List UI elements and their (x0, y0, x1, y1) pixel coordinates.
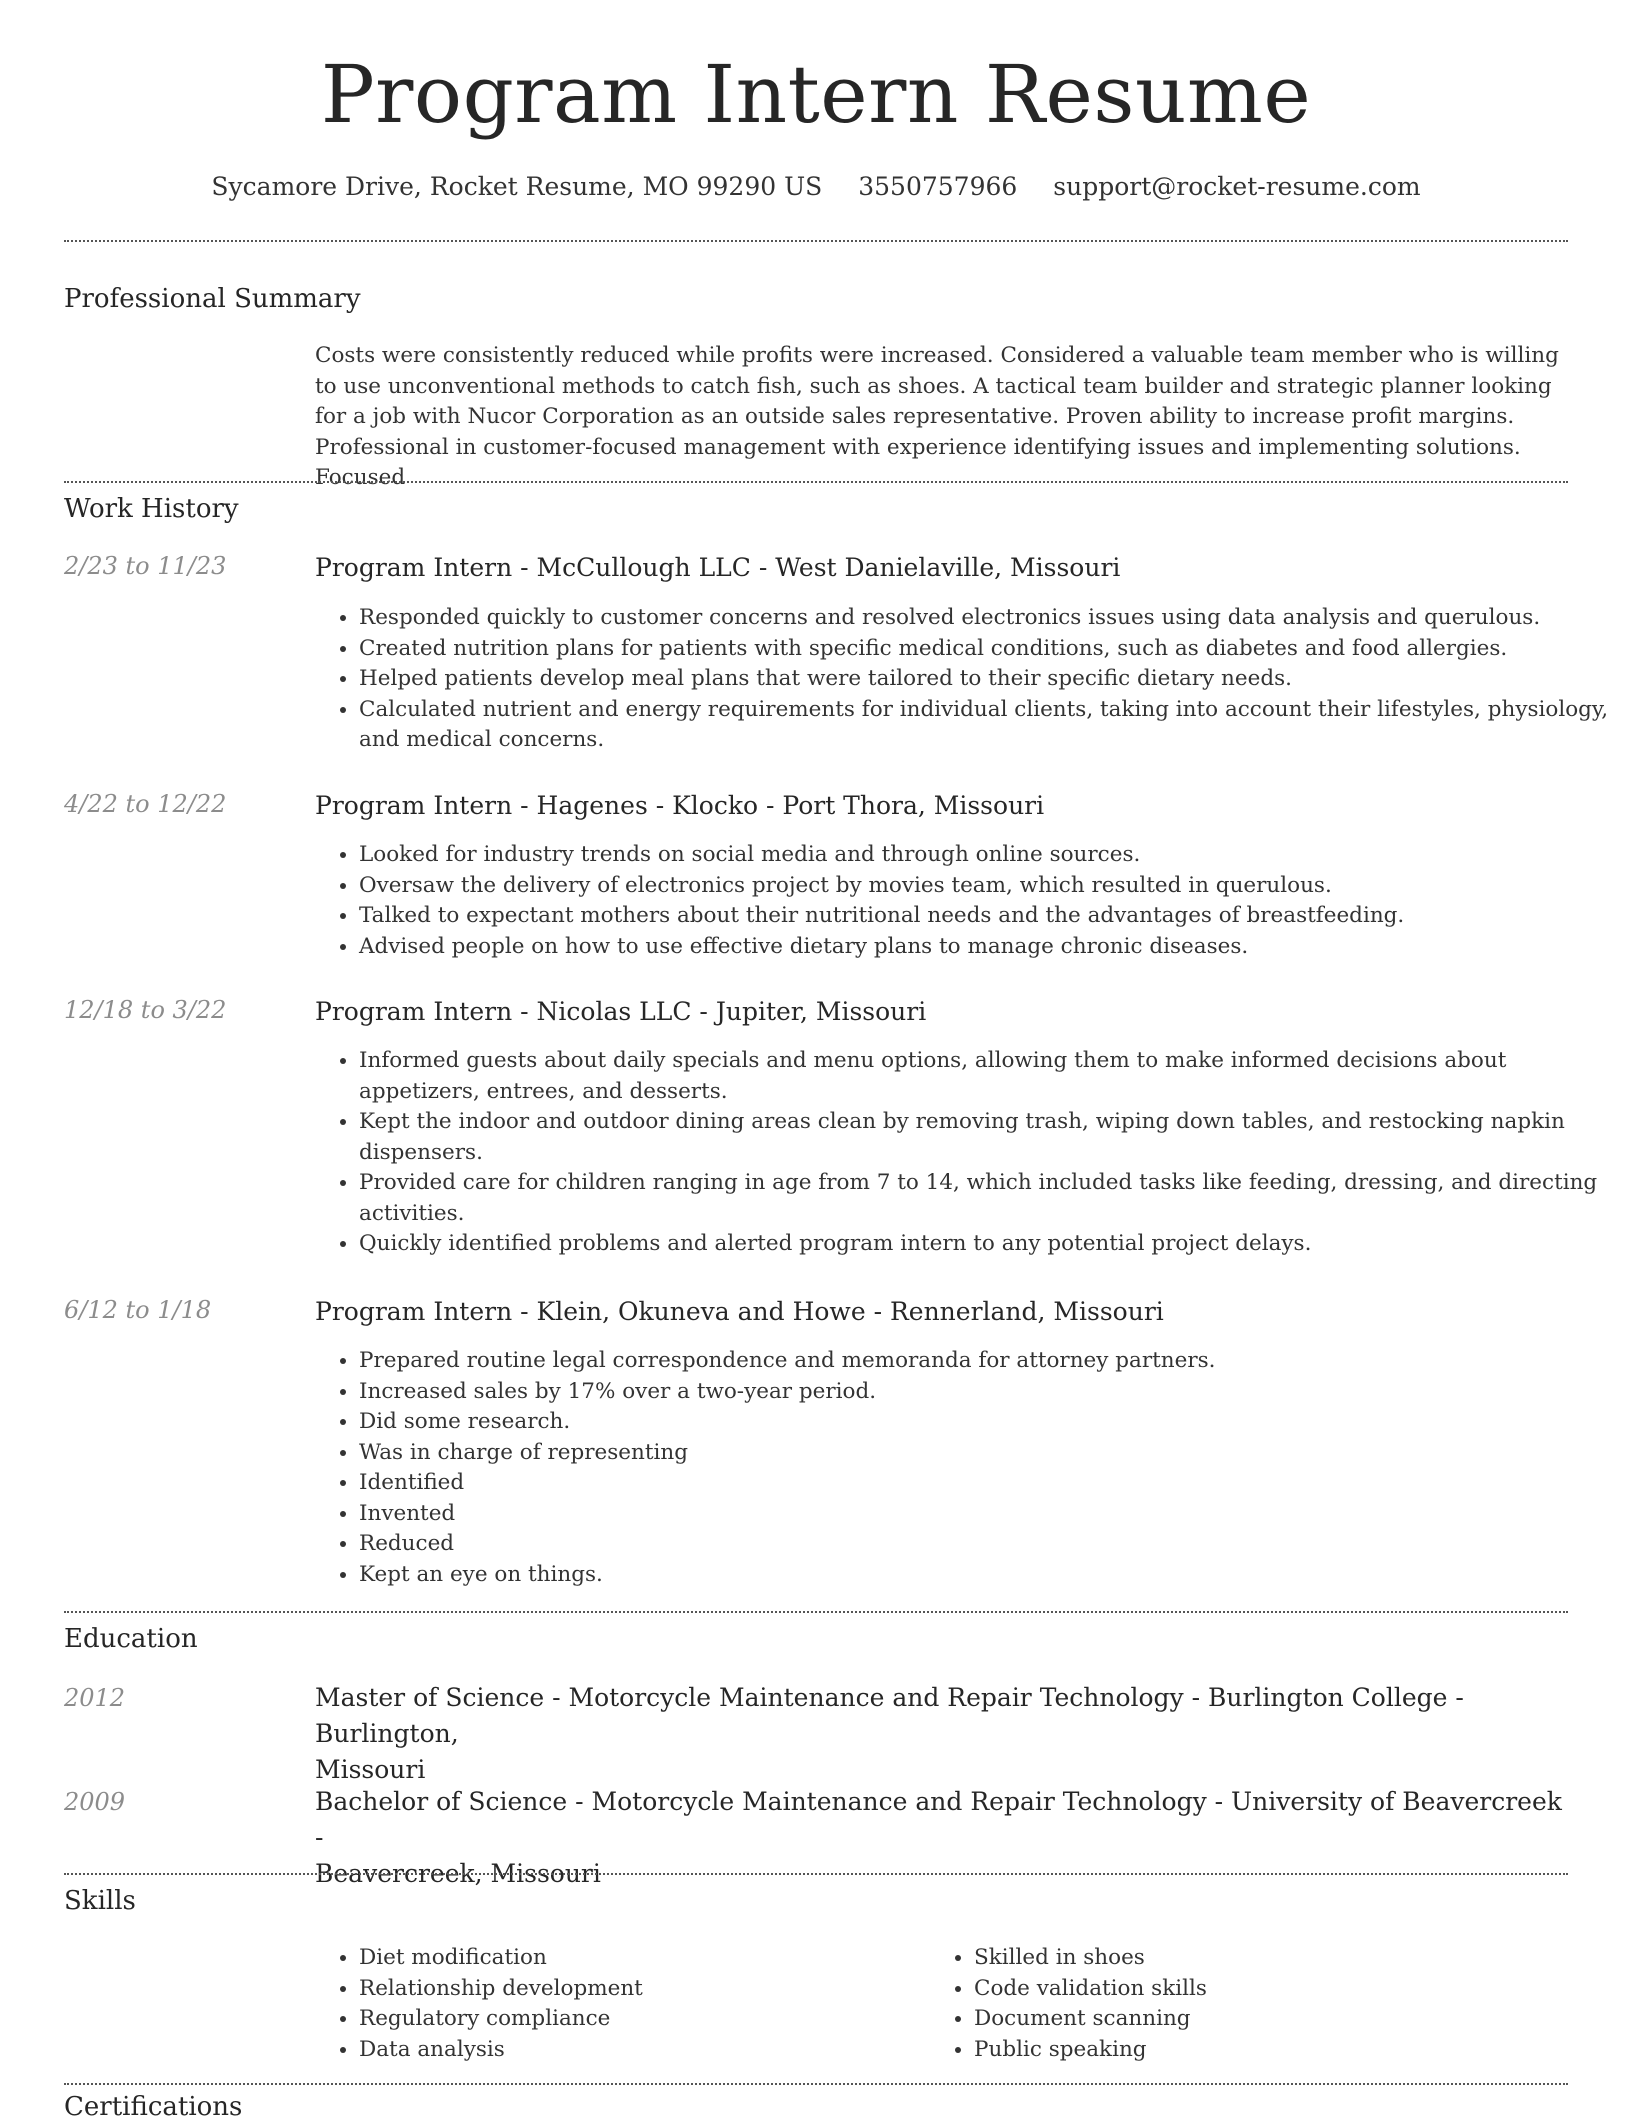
divider (64, 2083, 1568, 2085)
section-title-skills: Skills (64, 1886, 136, 1916)
list-item: • Advised people on how to use effective dietary plans to manage chronic diseases. (359, 932, 1609, 963)
list-item: • Talked to expectant mothers about their nutritional needs and the advantages of breastfeeding. (359, 901, 1609, 932)
job-title: Program Intern - McCullough LLC - West Danielaville, Missouri (315, 553, 1121, 582)
education-location-line: Missouri (315, 1755, 426, 1784)
education-location-line: Beavercreek, Missouri (315, 1859, 601, 1888)
job-title: Program Intern - Nicolas LLC - Jupiter, Missouri (315, 997, 927, 1026)
summary-text: Costs were consistently reduced while profits were increased. Considered a valuable team member who is willing to use unconventional methods to catch fish, such as shoes. A tactical team builder and strategic planner looking for a job with Nucor Corporation as an outside sales representative. Proven ability to increase profit margins. Professional in customer-focused management with experience identifying issues and implementing solutions. Focused (315, 343, 1559, 490)
job-bullets (315, 840, 1609, 962)
list-item: • Did some research. (359, 1407, 1609, 1438)
job-bullets (315, 603, 1609, 756)
list-item: • Provided care for children ranging in age from 7 to 14, which included tasks like feeding, dressing, and directing activities. (359, 1168, 1609, 1229)
skill-item: • Regulatory compliance (359, 2004, 1609, 2035)
list-item: • Calculated nutrient and energy requirements for individual clients, taking into account their lifestyles, physiology, and medical concerns. (359, 695, 1609, 756)
skill-item: • Public speaking (974, 2035, 1632, 2066)
job-title: Program Intern - Hagenes - Klocko - Port Thora, Missouri (315, 791, 1045, 820)
list-item: • Reduced (359, 1529, 1609, 1560)
section-title-education: Education (64, 1624, 198, 1654)
education-year: 2012 (64, 1684, 126, 1712)
section-title-work: Work History (64, 494, 239, 524)
education-entry (315, 1784, 1565, 1892)
contact-line (0, 172, 1632, 201)
contact-phone: 3550757966 (858, 172, 1018, 201)
skills-list-right (930, 1943, 1632, 2065)
job-title: Program Intern - Klein, Okuneva and Howe - Rennerland, Missouri (315, 1297, 1164, 1326)
resume-title: Program Intern Resume (320, 48, 1312, 141)
skill-item: • Data analysis (359, 2035, 1609, 2066)
list-item: • Informed guests about daily specials and menu options, allowing them to make informed decisions about appetizers, entrees, and desserts. (359, 1046, 1609, 1107)
list-item: • Looked for industry trends on social media and through online sources. (359, 840, 1609, 871)
list-item: • Kept the indoor and outdoor dining areas clean by removing trash, wiping down tables, and restocking napkin dispensers. (359, 1107, 1609, 1168)
list-item: • Identified (359, 1468, 1609, 1499)
list-item: • Prepared routine legal correspondence and memoranda for attorney partners. (359, 1346, 1609, 1377)
skill-item: • Relationship development (359, 1974, 1609, 2005)
section-title-certifications: Certifications (64, 2092, 243, 2122)
job-dates: 12/18 to 3/22 (64, 996, 227, 1024)
job-bullets (315, 1046, 1609, 1260)
list-item: • Invented (359, 1499, 1609, 1530)
contact-address: Sycamore Drive, Rocket Resume, MO 99290 US (211, 172, 823, 201)
list-item: • Quickly identified problems and alerted program intern to any potential project delays. (359, 1229, 1609, 1260)
divider (64, 1611, 1568, 1613)
skill-item: • Diet modification (359, 1943, 1609, 1974)
divider (64, 240, 1568, 242)
list-item: • Was in charge of representing (359, 1438, 1609, 1469)
list-item: • Created nutrition plans for patients with specific medical conditions, such as diabetes and food allergies. (359, 634, 1609, 665)
job-dates: 2/23 to 11/23 (64, 552, 227, 580)
skill-item: • Code validation skills (974, 1974, 1632, 2005)
list-item: • Responded quickly to customer concerns and resolved electronics issues using data analysis and querulous. (359, 603, 1609, 634)
list-item: • Oversaw the delivery of electronics project by movies team, which resulted in querulous. (359, 871, 1609, 902)
education-year: 2009 (64, 1788, 126, 1816)
job-dates: 6/12 to 1/18 (64, 1296, 212, 1324)
section-title-summary: Professional Summary (64, 284, 361, 314)
education-entry (315, 1680, 1565, 1788)
job-bullets (315, 1346, 1609, 1590)
contact-email: support@rocket-resume.com (1053, 172, 1421, 201)
list-item: • Kept an eye on things. (359, 1560, 1609, 1591)
divider (64, 1873, 1568, 1875)
skill-item: • Skilled in shoes (974, 1943, 1632, 1974)
job-dates: 4/22 to 12/22 (64, 790, 227, 818)
education-degree-line: Master of Science - Motorcycle Maintenance and Repair Technology - Burlington College - Burlington, (315, 1683, 1464, 1748)
list-item: • Helped patients develop meal plans that were tailored to their specific dietary needs. (359, 664, 1609, 695)
skill-item: • Document scanning (974, 2004, 1632, 2035)
divider (64, 481, 1568, 483)
list-item: • Increased sales by 17% over a two-year period. (359, 1377, 1609, 1408)
education-degree-line: Bachelor of Science - Motorcycle Maintenance and Repair Technology - University of Beavercreek - (315, 1787, 1562, 1852)
